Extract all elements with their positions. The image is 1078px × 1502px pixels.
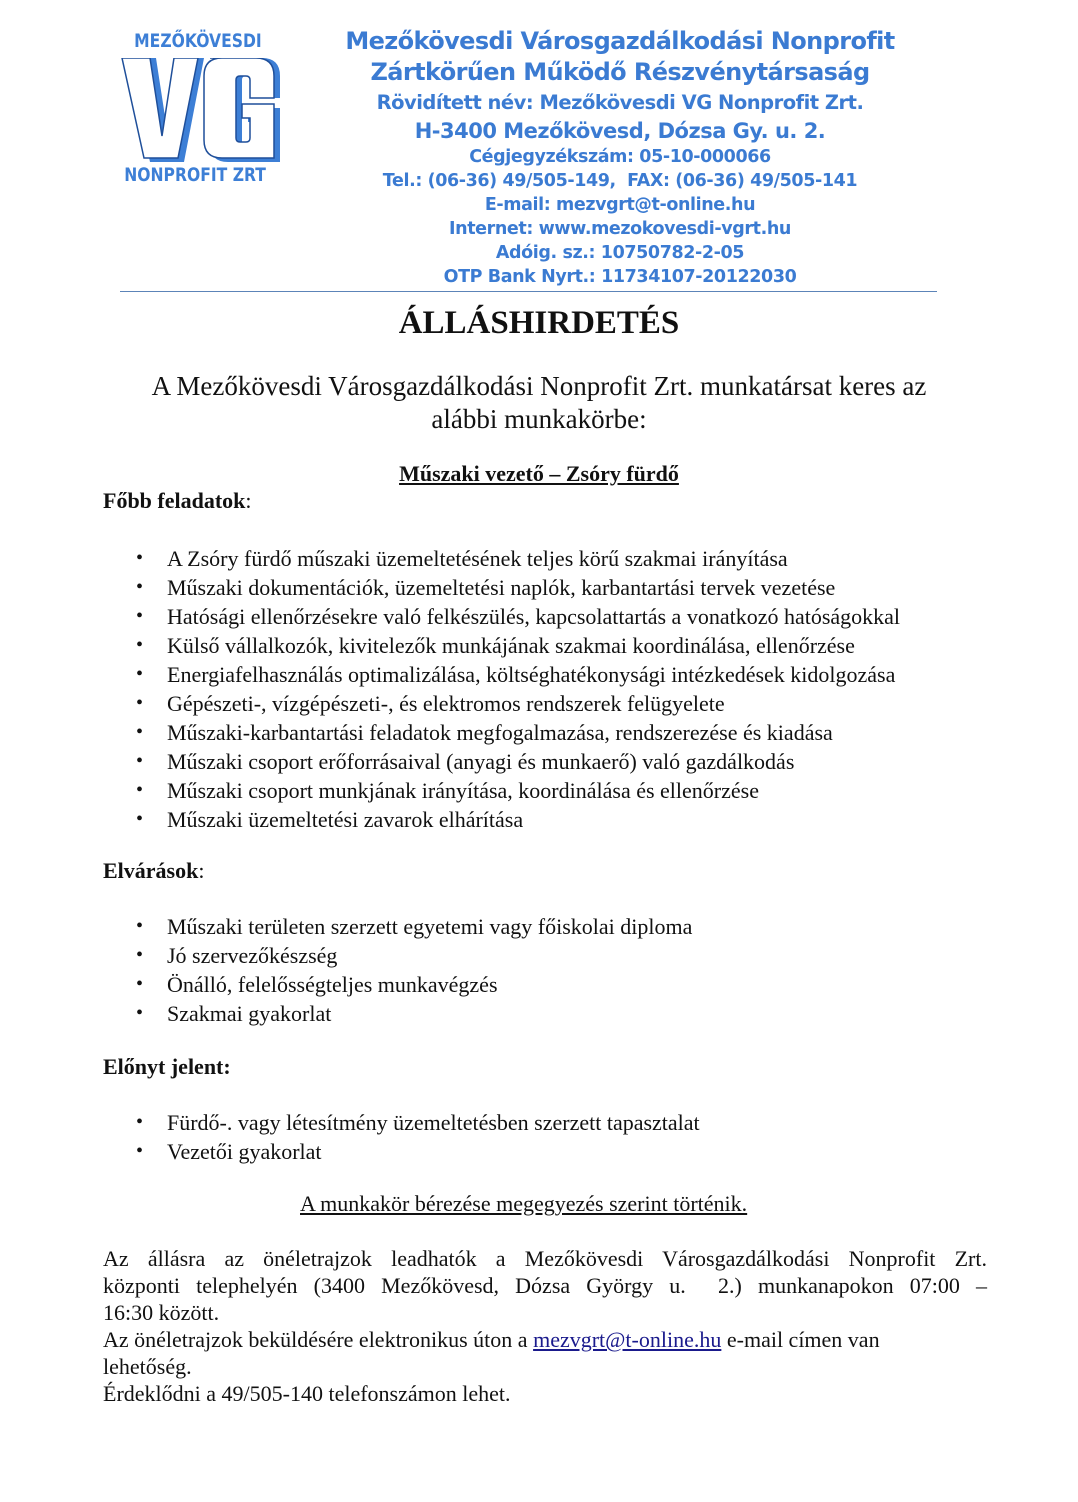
list-item-text: Gépészeti-, vízgépészeti-, és elektromos rendszerek felügyelete [167, 691, 725, 716]
salary-note: A munkakör bérezése megegyezés szerint történik. [300, 1191, 748, 1216]
company-website: Internet: www.mezokovesdi-vgrt.hu [449, 219, 791, 239]
company-email: E-mail: mezvgrt@t-online.hu [484, 195, 756, 215]
bullet-icon: • [136, 576, 144, 598]
list-item-text: Műszaki csoport erőforrásaival (anyagi és munkaerő) való gazdálkodás [167, 749, 795, 774]
list-item [103, 970, 692, 999]
bullet-icon: • [136, 721, 144, 743]
list-item [103, 747, 900, 776]
list-item [103, 631, 900, 660]
list-item [103, 689, 900, 718]
application-line-3: 16:30 között. [103, 1300, 220, 1325]
vg-monogram-icon [120, 58, 280, 162]
list-item [103, 776, 900, 805]
company-short-name: Rövidített név: Mezőkövesdi VG Nonprofit Zrt. [376, 91, 864, 114]
section-heading-label: Főbb feladatok [103, 488, 246, 513]
list-item-text: Szakmai gyakorlat [167, 1001, 332, 1026]
list-item-text: Fürdő-. vagy létesítmény üzemeltetésben szerzett tapasztalat [167, 1110, 700, 1135]
tasks-list [103, 544, 900, 834]
bullet-icon: • [136, 915, 144, 937]
company-name-line2: Zártkörűen Működő Részvénytársaság [370, 58, 870, 86]
list-item-text: Vezetői gyakorlat [167, 1139, 322, 1164]
section-heading-colon: : [245, 488, 252, 513]
section-heading-colon: : [198, 858, 205, 883]
list-item-text: Műszaki-karbantartási feladatok megfogalmazása, rendszerezése és kiadása [167, 720, 833, 745]
bullet-icon: • [136, 944, 144, 966]
advantages-list [103, 1108, 700, 1166]
position-title: Műszaki vezető – Zsóry fürdő [399, 461, 679, 486]
list-item-text: Önálló, felelősségteljes munkavégzés [167, 972, 498, 997]
bullet-icon: • [136, 973, 144, 995]
company-logo [118, 28, 278, 190]
list-item-text: Műszaki dokumentációk, üzemeltetési naplók, karbantartási tervek vezetése [167, 575, 836, 600]
list-item-text: Jó szervezőkészség [167, 943, 338, 968]
application-line-1: Az állásra az önéletrajzok leadhatók a Mezőkövesdi Városgazdálkodási Nonprofit Zrt. [103, 1246, 987, 1271]
company-registration: Cégjegyzékszám: 05-10-000066 [469, 147, 771, 167]
phone-inquiry: Érdeklődni a 49/505-140 telefonszámon lehet. [103, 1381, 511, 1406]
list-item [103, 1137, 700, 1166]
list-item-text: Hatósági ellenőrzésekre való felkészülés, kapcsolattartás a vonatkozó hatóságokkal [167, 604, 901, 629]
list-item [103, 999, 692, 1028]
list-item-text: Műszaki csoport munkjának irányítása, koordinálása és ellenőrzése [167, 778, 759, 803]
bullet-icon: • [136, 634, 144, 656]
company-bank-account: OTP Bank Nyrt.: 11734107-20122030 [443, 267, 797, 287]
bullet-icon: • [136, 692, 144, 714]
list-item-text: Külső vállalkozók, kivitelezők munkájának szakmai koordinálása, ellenőrzése [167, 633, 855, 658]
bullet-icon: • [136, 547, 144, 569]
section-heading-advantages [103, 1054, 231, 1080]
letterhead-divider [120, 291, 937, 292]
list-item-text: Műszaki területen szerzett egyetemi vagy főiskolai diploma [167, 914, 693, 939]
section-heading-label: Előnyt jelent: [103, 1054, 231, 1079]
list-item [103, 805, 900, 834]
list-item [103, 544, 900, 573]
application-info [103, 1245, 987, 1407]
logo-top-text: MEZŐKÖVESDI [134, 30, 262, 52]
requirements-list [103, 912, 692, 1028]
list-item [103, 941, 692, 970]
intro-text [110, 370, 968, 436]
bullet-icon: • [136, 808, 144, 830]
intro-line-1: A Mezőkövesdi Városgazdálkodási Nonprofit Zrt. munkatársat keres az [151, 371, 927, 401]
list-item [103, 602, 900, 631]
bullet-icon: • [136, 779, 144, 801]
list-item [103, 1108, 700, 1137]
company-tax-number: Adóig. sz.: 10750782-2-05 [495, 243, 745, 263]
section-heading-label: Elvárások [103, 858, 199, 883]
section-heading-requirements [103, 858, 204, 884]
application-line-2: központi telephelyén (3400 Mezőkövesd, Dózsa György u. 2.) munkanapokon 07:00 – [103, 1273, 987, 1298]
company-details [300, 26, 940, 289]
logo-bottom-text: NONPROFIT ZRT [124, 164, 266, 186]
email-link[interactable]: mezvgrt@t-online.hu [533, 1327, 722, 1352]
bullet-icon: • [136, 1111, 144, 1133]
email-instruction-before: Az önéletrajzok beküldésére elektronikus úton a [103, 1327, 534, 1352]
bullet-icon: • [136, 605, 144, 627]
company-address: H-3400 Mezőkövesd, Dózsa Gy. u. 2. [414, 119, 826, 143]
bullet-icon: • [136, 750, 144, 772]
list-item-text: A Zsóry fürdő műszaki üzemeltetésének teljes körű szakmai irányítása [167, 546, 788, 571]
section-heading-tasks [103, 488, 252, 514]
bullet-icon: • [136, 1140, 144, 1162]
company-name-line1: Mezőkövesdi Városgazdálkodási Nonprofit [345, 27, 895, 55]
company-phone-fax: Tel.: (06-36) 49/505-149, FAX: (06-36) 49/505-141 [382, 171, 858, 191]
list-item [103, 660, 900, 689]
email-instruction-after: e-mail címen van [721, 1327, 880, 1352]
list-item [103, 718, 900, 747]
list-item-text: Műszaki üzemeltetési zavarok elhárítása [167, 807, 524, 832]
email-instruction-line-2: lehetőség. [103, 1354, 192, 1379]
intro-line-2: alábbi munkakörbe: [431, 404, 647, 434]
list-item-text: Energiafelhasználás optimalizálása, költséghatékonysági intézkedések kidolgozása [167, 662, 896, 687]
bullet-icon: • [136, 663, 144, 685]
list-item [103, 573, 900, 602]
document-title: ÁLLÁSHIRDETÉS [398, 305, 680, 341]
email-instruction [103, 1326, 987, 1353]
bullet-icon: • [136, 1002, 144, 1024]
list-item [103, 912, 692, 941]
